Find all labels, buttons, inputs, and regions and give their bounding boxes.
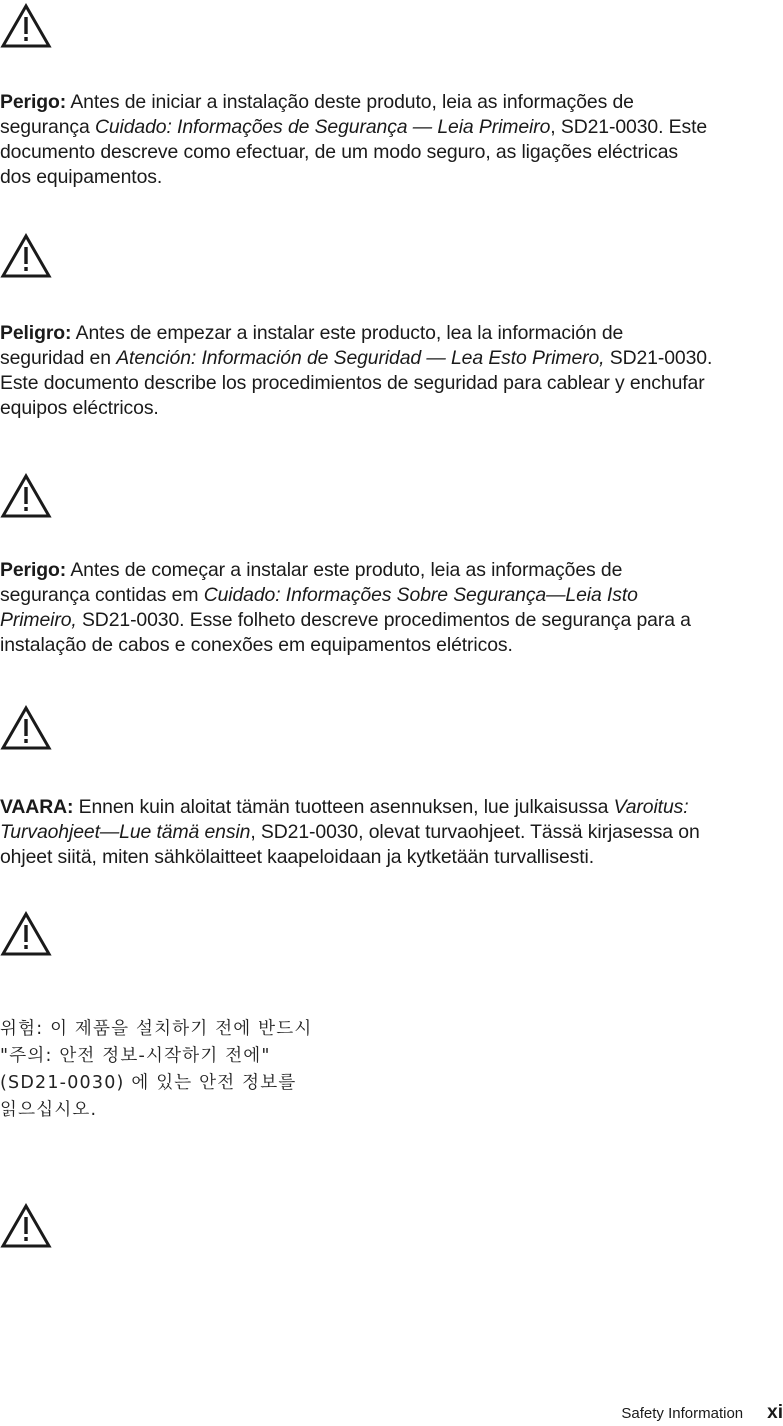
warning-triangle-icon xyxy=(0,705,52,751)
footer-section-label: Safety Information xyxy=(621,1405,744,1422)
safety-notice-portuguese-pt xyxy=(0,90,783,190)
safety-notice-korean xyxy=(0,1016,783,1124)
text-line xyxy=(0,115,783,140)
text-line xyxy=(0,1043,783,1070)
text-line xyxy=(0,1070,783,1097)
text-line xyxy=(0,321,783,346)
text-line xyxy=(0,396,783,421)
text-line xyxy=(0,608,783,633)
text-line xyxy=(0,820,783,845)
text-run: segurança xyxy=(0,116,95,138)
text-run: , SD21-0030, olevat turvaohjeet. Tässä kirjasessa on xyxy=(250,821,700,843)
text-run: SD21-0030. Esse folheto descreve procedimentos de segurança para a xyxy=(76,609,691,631)
safety-notice-finnish xyxy=(0,795,783,870)
text-line xyxy=(0,633,783,658)
text-line xyxy=(0,346,783,371)
warning-triangle-icon xyxy=(0,473,52,519)
document-title: Primeiro, xyxy=(0,609,77,631)
text-run: ohjeet siitä, miten sähkölaitteet kaapeloidaan ja kytketään turvallisesti. xyxy=(0,846,595,868)
text-line xyxy=(0,583,783,608)
warning-triangle-icon xyxy=(0,233,52,279)
document-title: Cuidado: Informações Sobre Segurança—Leia Isto xyxy=(203,584,638,606)
document-title: Atención: Información de Seguridad — Lea Esto Primero, xyxy=(116,347,605,369)
page-number: xi xyxy=(767,1402,783,1423)
text-run: , SD21-0030. Este xyxy=(550,116,708,138)
text-run: segurança contidas em xyxy=(0,584,204,606)
notice-heading: Perigo: xyxy=(0,559,67,581)
text-run: dos equipamentos. xyxy=(0,166,163,188)
text-line xyxy=(0,845,783,870)
notice-heading: Perigo: xyxy=(0,91,67,113)
warning-triangle-icon xyxy=(0,3,52,49)
notice-heading: Peligro: xyxy=(0,322,72,344)
safety-notice-portuguese-br xyxy=(0,558,783,658)
text-run: "주의: 안전 정보-시작하기 전에" xyxy=(0,1046,271,1066)
document-title: Turvaohjeet—Lue tämä ensin xyxy=(0,821,251,843)
document-title: Varoitus: xyxy=(613,796,689,818)
safety-notice-spanish xyxy=(0,321,783,421)
text-run: Antes de iniciar a instalação deste produto, leia as informações de xyxy=(66,91,634,113)
text-run: (SD21-0030) 에 있는 안전 정보를 xyxy=(0,1073,297,1093)
text-run: Este documento describe los procedimientos de seguridad para cablear y enchufar xyxy=(0,372,705,394)
text-run: SD21-0030. xyxy=(604,347,713,369)
text-line xyxy=(0,558,783,583)
text-run: equipos eléctricos. xyxy=(0,397,159,419)
text-run: 위험: 이 제품을 설치하기 전에 반드시 xyxy=(0,1019,313,1039)
text-line xyxy=(0,371,783,396)
text-run: 읽으십시오. xyxy=(0,1100,98,1120)
text-line xyxy=(0,140,783,165)
text-run: Antes de empezar a instalar este producto, lea la información de xyxy=(71,322,624,344)
text-run: instalação de cabos e conexões em equipamentos elétricos. xyxy=(0,634,513,656)
page-footer xyxy=(621,1403,783,1424)
text-line xyxy=(0,1016,783,1043)
notice-heading: VAARA: xyxy=(0,796,74,818)
text-line xyxy=(0,1097,783,1124)
text-run: documento descreve como efectuar, de um modo seguro, as ligações eléctricas xyxy=(0,141,678,163)
warning-triangle-icon xyxy=(0,1203,52,1249)
text-line xyxy=(0,90,783,115)
text-run: seguridad en xyxy=(0,347,117,369)
text-run: Antes de começar a instalar este produto, leia as informações de xyxy=(66,559,623,581)
text-run: Ennen kuin aloitat tämän tuotteen asennuksen, lue julkaisussa xyxy=(73,796,614,818)
warning-triangle-icon xyxy=(0,911,52,957)
text-line xyxy=(0,165,783,190)
document-title: Cuidado: Informações de Segurança — Leia Primeiro xyxy=(94,116,551,138)
text-line xyxy=(0,795,783,820)
